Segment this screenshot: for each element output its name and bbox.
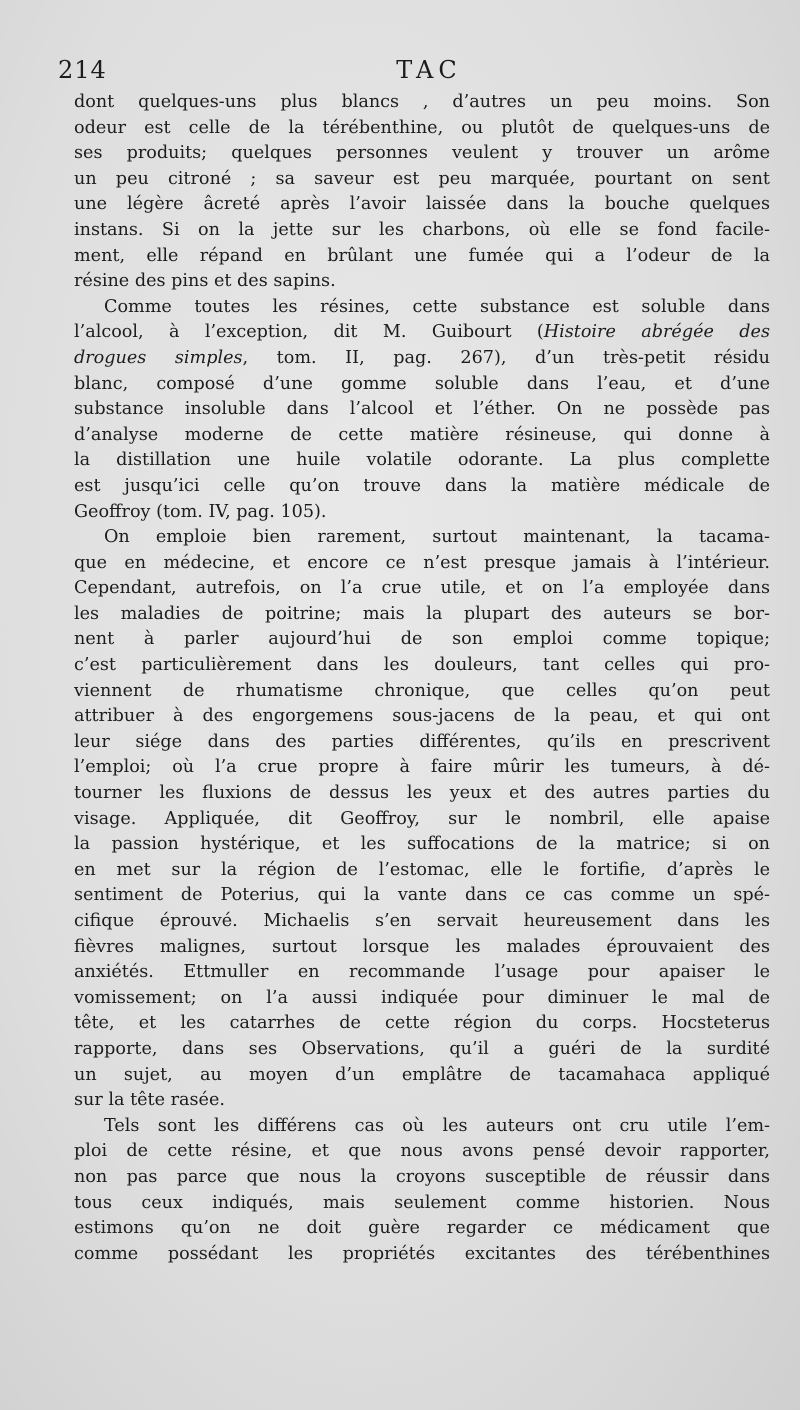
text-line: l’emploi; où l’a crue propre à faire mûrir les tumeurs, à dé-: [74, 757, 770, 778]
text-line: leur siége dans des parties différentes, qu’ils en prescrivent: [74, 731, 770, 752]
text-line: sentiment de Poterius, qui la vante dans ce cas comme un spé-: [74, 885, 770, 906]
text-line: un peu citroné ; sa saveur est peu marquée, pourtant on sent: [74, 168, 770, 189]
paragraph: [74, 1114, 770, 1268]
text-line: en met sur la région de l’estomac, elle le fortifie, d’après le: [74, 859, 770, 880]
running-head: TAC: [396, 56, 462, 84]
text-line: substance insoluble dans l’alcool et l’éther. On ne possède pas: [74, 399, 770, 420]
text-line: estimons qu’on ne doit guère regarder ce médicament que: [74, 1218, 770, 1239]
paragraph: [74, 525, 770, 1114]
text-line: attribuer à des engorgemens sous-jacens de la peau, et qui ont: [74, 706, 770, 727]
text-line: odeur est celle de la térébenthine, ou plutôt de quelques-uns de: [74, 117, 770, 138]
text-line: c’est particulièrement dans les douleurs, tant celles qui pro-: [74, 655, 770, 676]
text-line: [74, 320, 770, 346]
text-line: ploi de cette résine, et que nous avons pensé devoir rapporter,: [74, 1141, 770, 1162]
text-line: rapporte, dans ses Observations, qu’il a guéri de la surdité: [74, 1038, 770, 1059]
page-header: [58, 56, 770, 90]
text-line: cifique éprouvé. Michaelis s’en servait heureusement dans les: [74, 911, 770, 931]
text-line: non pas parce que nous la croyons susceptible de réussir dans: [74, 1166, 770, 1187]
text-line: visage. Appliquée, dit Geoffroy, sur le nombril, elle apaise: [74, 808, 770, 829]
text-line: comme possédant les propriétés excitantes des térébenthines: [74, 1243, 770, 1264]
text-line: tourner les fluxions de dessus les yeux et des autres parties du: [74, 783, 770, 804]
text-line: tous ceux indiqués, mais seulement comme historien. Nous: [74, 1192, 770, 1213]
text-line: fièvres malignes, surtout lorsque les malades éprouvaient des: [74, 936, 770, 957]
text-line: ment, elle répand en brûlant une fumée qui a l’odeur de la: [74, 245, 770, 266]
text-line: dont quelques-uns plus blancs , d’autres un peu moins. Son: [74, 92, 770, 112]
text-line: est jusqu’ici celle qu’on trouve dans la matière médicale de: [74, 475, 770, 496]
text-line: vomissement; on l’a aussi indiquée pour diminuer le mal de: [74, 987, 770, 1008]
text-line: que en médecine, et encore ce n’est presque jamais à l’intérieur.: [74, 552, 770, 573]
page-number: 214: [58, 56, 107, 84]
text-line: tête, et les catarrhes de cette région du corps. Hocsteterus: [74, 1013, 770, 1034]
text-line: anxiétés. Ettmuller en recommande l’usage pour apaiser le: [74, 962, 770, 983]
text-line: la passion hystérique, et les suffocations de la matrice; si on: [74, 834, 770, 855]
book-title-continued: drogues simples: [74, 347, 243, 368]
text-line: les maladies de poitrine; mais la plupart des auteurs se bor-: [74, 603, 770, 624]
paragraph: [74, 295, 770, 525]
text-line: un sujet, au moyen d’un emplâtre de tacamahaca appliqué: [74, 1064, 770, 1085]
text-fragment: l’alcool, à l’exception, dit M. Guibourt (: [74, 322, 544, 343]
text-line: ses produits; quelques personnes veulent y trouver un arôme: [74, 143, 770, 164]
text-line: instans. Si on la jette sur les charbons, où elle se fond facile-: [74, 219, 770, 240]
text-line: Comme toutes les résines, cette substance est soluble dans: [104, 296, 770, 317]
text-line: résine des pins et des sapins.: [74, 271, 336, 292]
text-line: une légère âcreté après l’avoir laissée dans la bouche quelques: [74, 194, 770, 215]
text-line: Tels sont les différens cas où les auteurs ont cru utile l’em-: [104, 1115, 770, 1136]
text-line: Geoffroy (tom. IV, pag. 105).: [74, 501, 327, 522]
text-line: viennent de rhumatisme chronique, que celles qu’on peut: [74, 680, 770, 701]
text-line: drogues simples, tom. II, pag. 267), d’un très-petit résidu: [74, 347, 770, 368]
text-line: d’analyse moderne de cette matière résineuse, qui donne à: [74, 424, 770, 445]
text-line: sur la tête rasée.: [74, 1090, 225, 1111]
paragraph: [74, 90, 770, 295]
text-line: la distillation une huile volatile odorante. La plus complette: [74, 450, 770, 471]
text-line: Cependant, autrefois, on l’a crue utile, et on l’a employée dans: [74, 578, 770, 599]
text-line: blanc, composé d’une gomme soluble dans l’eau, et d’une: [74, 373, 770, 394]
body-text: [74, 90, 770, 1267]
book-title: Histoire abrégée des: [543, 322, 770, 343]
text-line: On emploie bien rarement, surtout maintenant, la tacama-: [104, 527, 770, 548]
text-line: nent à parler aujourd’hui de son emploi comme topique;: [74, 629, 770, 650]
